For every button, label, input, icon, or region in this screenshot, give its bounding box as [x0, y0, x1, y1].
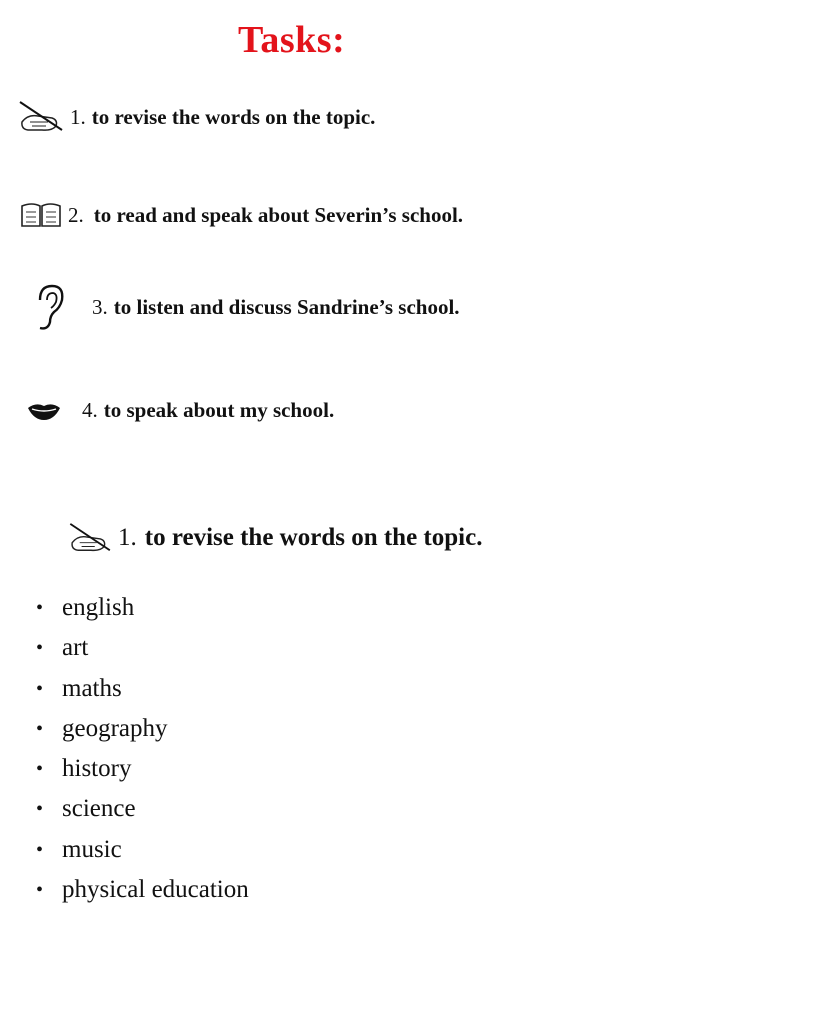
- bullet: •: [36, 838, 44, 861]
- word-list: [36, 590, 249, 912]
- word: science: [62, 795, 136, 823]
- word: art: [62, 634, 89, 662]
- word: music: [62, 835, 122, 863]
- word: english: [62, 594, 135, 621]
- open-book-icon: [20, 200, 62, 230]
- word: physical education: [62, 876, 249, 904]
- section-text: to revise the words on the topic.: [144, 524, 483, 551]
- bullet: •: [36, 597, 44, 619]
- list-item: [36, 711, 249, 751]
- bullet: •: [36, 758, 44, 781]
- bullet: •: [36, 677, 44, 700]
- task-item-4: [26, 398, 334, 423]
- list-item: [36, 671, 249, 711]
- bullet: •: [36, 879, 44, 902]
- task-text: to speak about my school.: [103, 398, 335, 422]
- section-heading: [68, 522, 482, 554]
- task-number: 2.: [68, 202, 84, 227]
- bullet: •: [36, 798, 44, 821]
- task-text: to read and speak about Severin’s school.: [93, 202, 464, 227]
- bullet: •: [36, 637, 44, 660]
- page-title: Tasks:: [238, 19, 346, 61]
- word: geography: [62, 714, 168, 742]
- writing-hand-icon: [68, 522, 114, 554]
- writing-hand-icon: [18, 100, 66, 134]
- list-item: [36, 630, 249, 670]
- list-item: [36, 832, 249, 872]
- section-number: 1.: [118, 524, 137, 551]
- list-item: [36, 791, 249, 831]
- task-number: 3.: [92, 294, 108, 319]
- task-number: 4.: [82, 398, 98, 422]
- task-number: 1.: [70, 104, 86, 129]
- word: maths: [62, 674, 122, 702]
- bullet: •: [36, 717, 44, 740]
- list-item: [36, 590, 249, 630]
- list-item: [36, 751, 249, 791]
- ear-icon: [32, 282, 66, 332]
- list-item: [36, 872, 249, 912]
- lips-icon: [26, 400, 62, 422]
- task-text: to listen and discuss Sandrine’s school.: [113, 294, 460, 319]
- task-item-2: [20, 200, 463, 230]
- task-item-1: [18, 100, 375, 134]
- task-text: to revise the words on the topic.: [91, 104, 376, 129]
- task-item-3: [32, 282, 460, 332]
- word: history: [62, 755, 132, 783]
